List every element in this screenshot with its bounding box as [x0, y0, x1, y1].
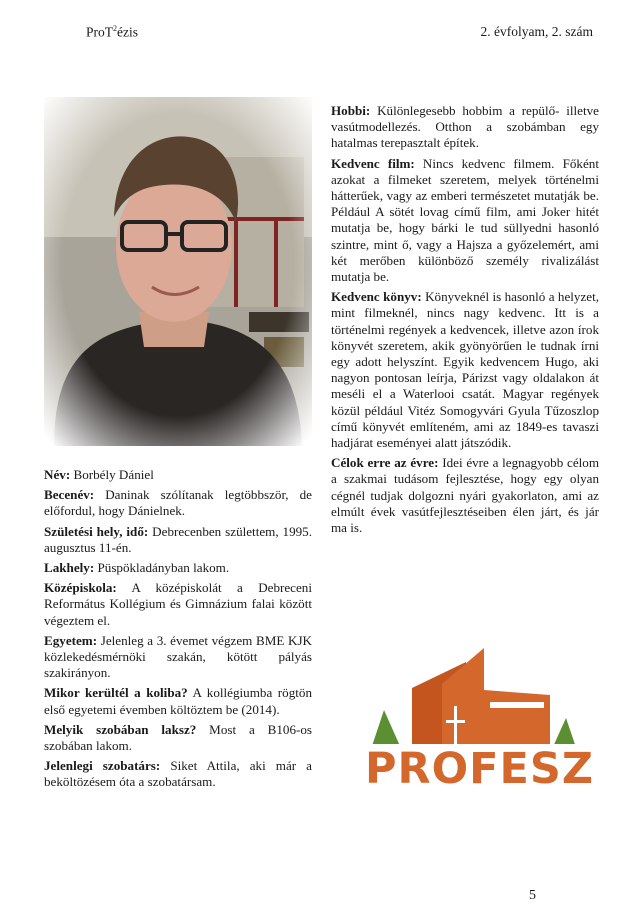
- field-nev: Név: Borbély Dániel: [44, 467, 154, 482]
- field-lakhely: Lakhely: Püspökladányban lakom.: [44, 560, 230, 576]
- field-koliba: Mikor kerültél a koliba? A kollégiumba rögtön első egyetemi évemben költöztem be (2014).: [44, 685, 312, 717]
- field-film: Kedvenc film: Nincs kedvenc filmem. Főként azokat a filmeket szeretem, melyek történelmi hátterűek, vagy az emberi természetet mutatják be. Például A sötét lovag című film, ami Joker hitét mutatja be, hogy bárki le tud süllyedni hasonló szintre, mint ő, vagy a Hajsza a győzelemért, ami két merőben különböző személy rivalizálást mutatja be.: [331, 155, 599, 285]
- field-kozepiskola: Középiskola: A középiskolát a Debreceni Református Kollégium és Gimnázium falai között végeztem el.: [44, 580, 312, 628]
- profesz-logo: [354, 640, 594, 805]
- field-celok: Célok erre az évre: Idei évre a legnagyobb célom a szakmai tudásom fejlesztése, hogy egy olyan cégnél tudjak dolgozni nyári gyakorlaton, ami az elmúlt évek vasútfejlesztéseiben élen járt, és jár ma is.: [331, 455, 599, 536]
- field-szuletes: Születési hely, idő: Debrecenben születtem, 1995. augusztus 11-én.: [44, 523, 312, 555]
- journal-title: ProT$^2$ézis: [86, 24, 138, 40]
- left-column: [44, 467, 312, 795]
- logo-text: PROFESZ: [365, 744, 595, 794]
- right-column: [331, 103, 599, 540]
- field-egyetem: Egyetem: Jelenleg a 3. évemet végzem BME KJK közlekedésmérnöki szakán, kötött pályás szakirányon.: [44, 632, 312, 681]
- field-hobbi: Hobbi: Különlegesebb hobbim a repülő- illetve vasútmodellezés. Otthon a szobámban egy hatalmas terepasztalt építek.: [331, 103, 599, 151]
- field-becenev: Becenév: Daninak szólítanak legtöbbször, de előfordul, hogy Dánielnek.: [44, 487, 312, 519]
- page-number: 5: [529, 888, 536, 903]
- field-konyv: Kedvenc könyv: Könyveknél is hasonló a helyzet, mint filmeknél, nincs nagy kedvenc. Itt is a történelmi regények a kedvencek, illetve azon írok könyvét szeretem, akik gyönyörűen le tudnak írni egy adott helyszínt. Egyik kedvencem Hugo, aki nagyon pontosan leírja, Párizst vagy oldalakon át meséli el a Waterlooi csatát. Magyar regények közül például Vitéz Somogyvári Gyula Tűzoszlop című könyvét említeném, ami az 1849-es tavaszi hadjárat eseményei alatt játszódik.: [331, 289, 599, 451]
- field-szoba: Melyik szobában laksz? Most a B106-os szobában lakom.: [44, 721, 312, 754]
- portrait-photo: [44, 97, 312, 446]
- field-szobatars: Jelenlegi szobatárs: Siket Attila, aki már a beköltözésem óta a szobatársam.: [44, 758, 312, 790]
- issue-info: 2. évfolyam, 2. szám: [480, 24, 593, 39]
